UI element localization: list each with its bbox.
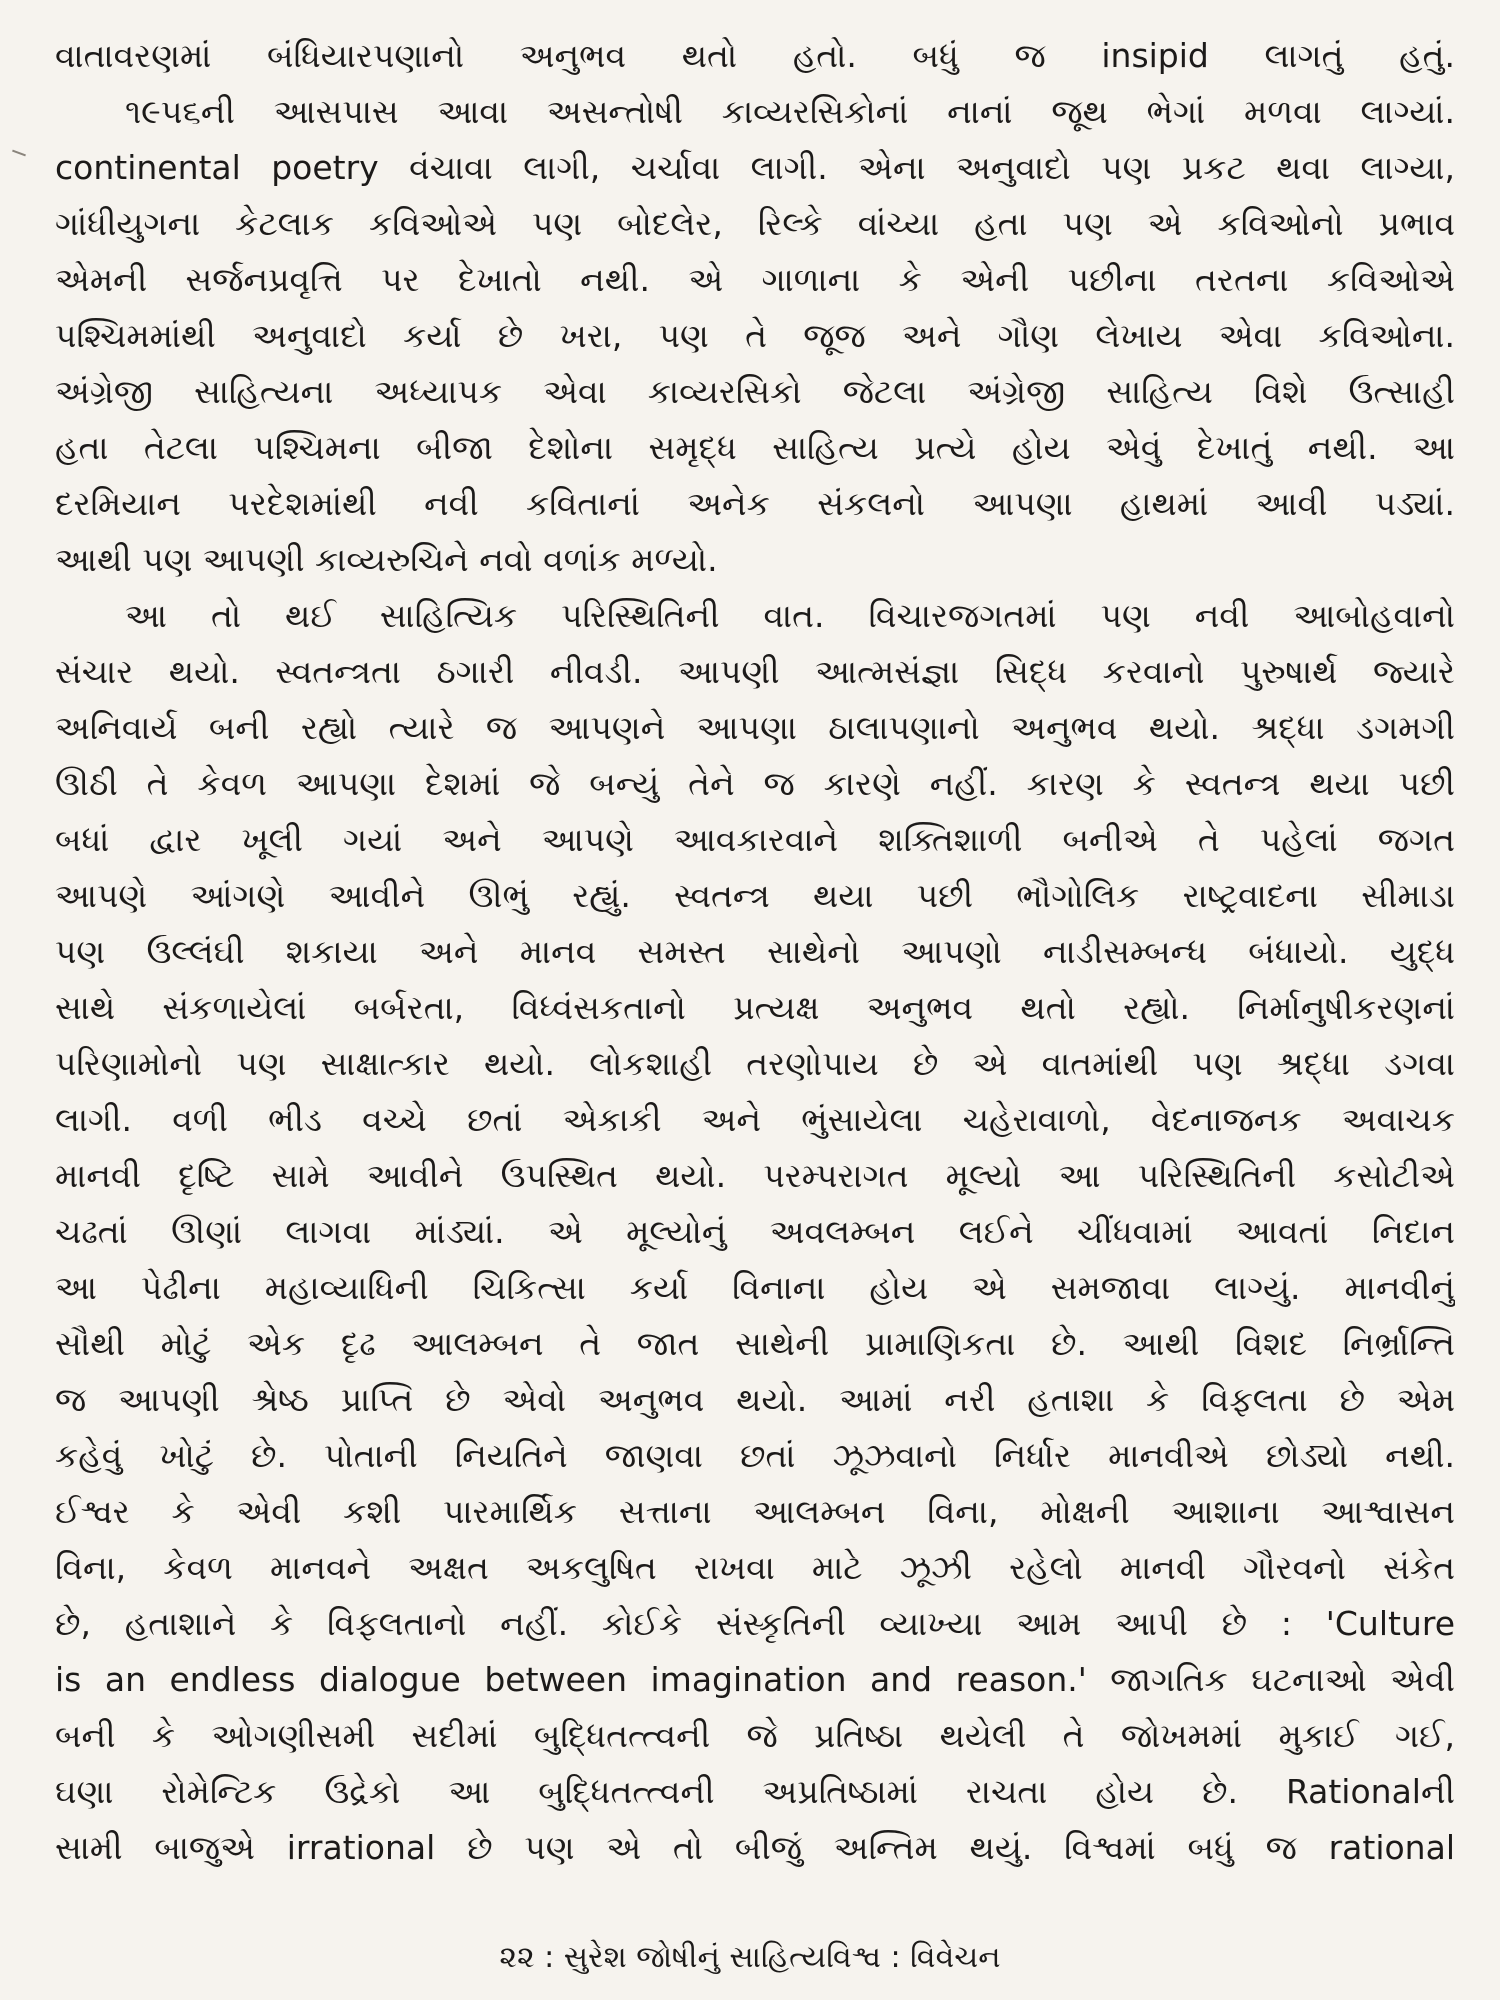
text-line: પણ ઉલ્લંઘી શકાયા અને માનવ સમસ્ત સાથેનો આપણો નાડીસમ્બન્ધ બંધાયો. યુદ્ધ [55, 932, 1455, 971]
text-line: સંચાર થયો. સ્વતન્ત્રતા ઠગારી નીવડી. આપણી આત્મસંજ્ઞા સિદ્ધ કરવાનો પુરુષાર્થ જ્યારે [55, 652, 1455, 691]
text-line: વાતાવરણમાં બંધિયારપણાનો અનુભવ થતો હતો. બધું જ insipid લાગતું હતું. [55, 36, 1455, 75]
text-line: પશ્ચિમમાંથી અનુવાદો કર્યા છે ખરા, પણ તે જૂજ અને ગૌણ લેખાય એવા કવિઓના. [55, 316, 1455, 355]
text-line: સામી બાજુએ irrational છે પણ એ તો બીજું અન્તિમ થયું. વિશ્વમાં બધું જ rational [55, 1828, 1455, 1867]
text-line: અંગ્રેજી સાહિત્યના અધ્યાપક એવા કાવ્યરસિકો જેટલા અંગ્રેજી સાહિત્ય વિશે ઉત્સાહી [55, 372, 1455, 411]
text-line: લાગી. વળી ભીડ વચ્ચે છતાં એકાકી અને ભુંસાયેલા ચહેરાવાળો, વેદનાજનક અવાચક [55, 1100, 1455, 1139]
text-line: હતા તેટલા પશ્ચિમના બીજા દેશોના સમૃદ્ધ સાહિત્ય પ્રત્યે હોય એવું દેખાતું નથી. આ [55, 428, 1455, 467]
text-line: જ આપણી શ્રેષ્ઠ પ્રાપ્તિ છે એવો અનુભવ થયો. આમાં નરી હતાશા કે વિફલતા છે એમ [55, 1380, 1455, 1419]
text-line: ઘણા રોમેન્ટિક ઉદ્રેકો આ બુદ્ધિતત્ત્વની અપ્રતિષ્ઠામાં રાચતા હોય છે. Rationalની [55, 1772, 1455, 1811]
text-line: ગાંધીયુગના કેટલાક કવિઓએ પણ બોદલેર, રિલ્કે વાંચ્યા હતા પણ એ કવિઓનો પ્રભાવ [55, 204, 1455, 243]
text-line: પરિણામોનો પણ સાક્ષાત્કાર થયો. લોકશાહી તરણોપાય છે એ વાતમાંથી પણ શ્રદ્ધા ડગવા [55, 1044, 1455, 1083]
text-line: ૧૯૫૬ની આસપાસ આવા અસન્તોષી કાવ્યરસિકોનાં નાનાં જૂથ ભેગાં મળવા લાગ્યાં. [125, 92, 1455, 131]
page-footer: ૨૨ : સુરેશ જોષીનું સાહિત્યવિશ્વ : વિવેચન [499, 1940, 1001, 1975]
text-line: continental poetry વંચાવા લાગી, ચર્ચાવા લાગી. એના અનુવાદો પણ પ્રકટ થવા લાગ્યા, [55, 148, 1455, 187]
text-line: is an endless dialogue between imagination and reason.' જાગતિક ઘટનાઓ એવી [55, 1660, 1455, 1699]
text-line: વિના, કેવળ માનવને અક્ષત અકલુષિત રાખવા માટે ઝૂઝી રહેલો માનવી ગૌરવનો સંકેત [55, 1548, 1455, 1587]
text-line: કહેવું ખોટું છે. પોતાની નિયતિને જાણવા છતાં ઝૂઝવાનો નિર્ધાર માનવીએ છોડ્યો નથી. [55, 1436, 1455, 1475]
text-line: સૌથી મોટું એક દૃઢ આલમ્બન તે જાત સાથેની પ્રામાણિકતા છે. આથી વિશદ નિર્ભ્રાન્તિ [55, 1324, 1455, 1363]
text-line: એમની સર્જનપ્રવૃત્તિ પર દેખાતો નથી. એ ગાળાના કે એની પછીના તરતના કવિઓએ [55, 260, 1455, 299]
paper-mark [12, 150, 26, 157]
text-line: બધાં દ્વાર ખૂલી ગયાં અને આપણે આવકારવાને શક્તિશાળી બનીએ તે પહેલાં જગત [55, 820, 1455, 859]
text-line: માનવી દૃષ્ટિ સામે આવીને ઉપસ્થિત થયો. પરમ્પરાગત મૂલ્યો આ પરિસ્થિતિની કસોટીએ [55, 1156, 1455, 1195]
text-line: બની કે ઓગણીસમી સદીમાં બુદ્ધિતત્ત્વની જે પ્રતિષ્ઠા થયેલી તે જોખમમાં મુકાઈ ગઈ, [55, 1716, 1455, 1755]
text-line: સાથે સંકળાયેલાં બર્બરતા, વિધ્વંસકતાનો પ્રત્યક્ષ અનુભવ થતો રહ્યો. નિર્માનુષીકરણનાં [55, 988, 1455, 1027]
text-line: ચઢતાં ઊણાં લાગવા માંડ્યાં. એ મૂલ્યોનું અવલમ્બન લઈને ચીંધવામાં આવતાં નિદાન [55, 1212, 1455, 1251]
text-line: દરમિયાન પરદેશમાંથી નવી કવિતાનાં અનેક સંકલનો આપણા હાથમાં આવી પડ્યાં. [55, 484, 1455, 523]
text-line: આ તો થઈ સાહિત્યિક પરિસ્થિતિની વાત. વિચારજગતમાં પણ નવી આબોહવાનો [125, 596, 1455, 635]
text-line: અનિવાર્ય બની રહ્યો ત્યારે જ આપણને આપણા ઠાલાપણાનો અનુભવ થયો. શ્રદ્ધા ડગમગી [55, 708, 1455, 747]
text-line: આ પેઢીના મહાવ્યાધિની ચિકિત્સા કર્યા વિનાના હોય એ સમજાવા લાગ્યું. માનવીનું [55, 1268, 1455, 1307]
page-body [55, 28, 1455, 1958]
text-line: આપણે આંગણે આવીને ઊભું રહ્યું. સ્વતન્ત્ર થયા પછી ભૌગોલિક રાષ્ટ્રવાદના સીમાડા [55, 876, 1455, 915]
text-line: આથી પણ આપણી કાવ્યરુચિને નવો વળાંક મળ્યો. [55, 540, 718, 579]
text-line: ઊઠી તે કેવળ આપણા દેશમાં જે બન્યું તેને જ કારણે નહીં. કારણ કે સ્વતન્ત્ર થયા પછી [55, 764, 1455, 803]
text-line: છે, હતાશાને કે વિફલતાનો નહીં. કોઈકે સંસ્કૃતિની વ્યાખ્યા આમ આપી છે : 'Culture [55, 1604, 1455, 1643]
text-line: ઈશ્વર કે એવી કશી પારમાર્થિક સત્તાના આલમ્બન વિના, મોક્ષની આશાના આશ્વાસન [55, 1492, 1455, 1531]
